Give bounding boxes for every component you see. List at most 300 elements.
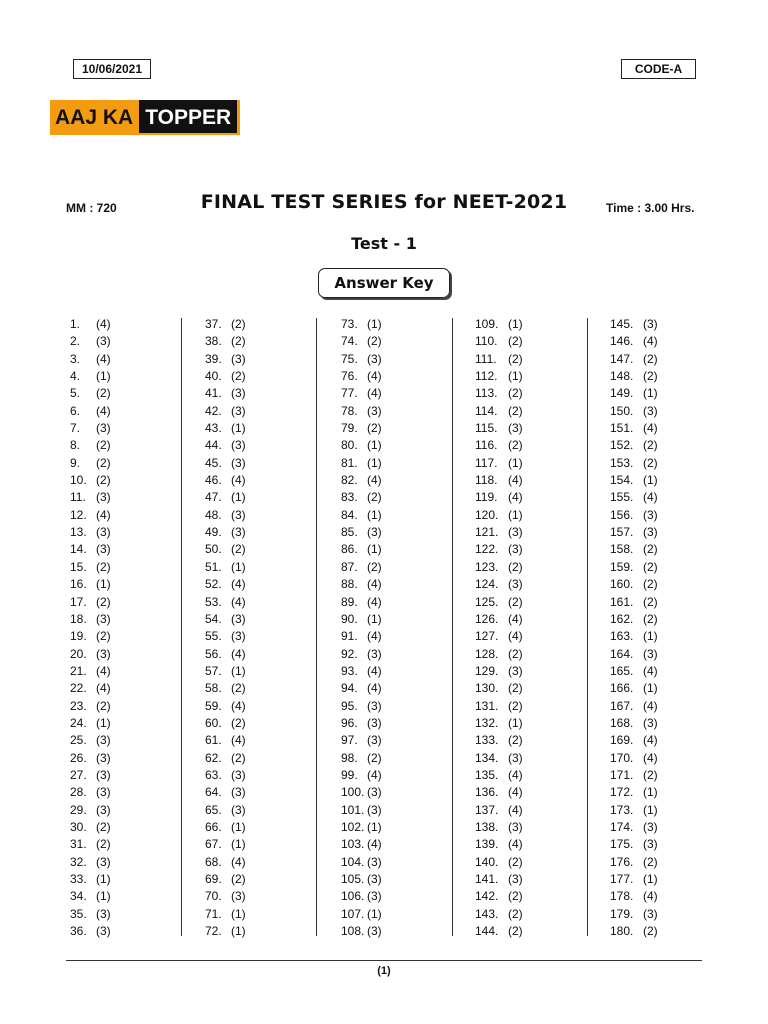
answer-option: (2) — [96, 386, 111, 401]
answer-row — [70, 923, 180, 940]
answer-option: (4) — [508, 785, 523, 800]
answer-row — [341, 368, 451, 385]
answer-row — [70, 420, 180, 437]
question-number: 169. — [610, 733, 634, 748]
answer-row — [70, 750, 180, 767]
answer-row — [610, 871, 720, 888]
answer-option: (3) — [508, 542, 523, 557]
answer-option: (2) — [508, 351, 523, 366]
question-number: 2. — [70, 334, 81, 349]
answer-row — [610, 576, 720, 593]
answer-row — [475, 802, 585, 819]
question-number: 90. — [341, 611, 358, 626]
answer-row — [610, 368, 720, 385]
question-number: 159. — [610, 559, 634, 574]
answer-option: (2) — [643, 369, 658, 384]
answer-row — [341, 732, 451, 749]
question-number: 81. — [341, 455, 358, 470]
logo-text-left: AAJ KA — [50, 100, 139, 135]
answer-option: (2) — [508, 854, 523, 869]
question-number: 15. — [70, 559, 87, 574]
answer-option: (1) — [231, 421, 246, 436]
answer-option: (3) — [96, 785, 111, 800]
answer-option: (4) — [643, 889, 658, 904]
answer-option: (4) — [643, 334, 658, 349]
answer-option: (1) — [367, 507, 382, 522]
answer-row — [610, 541, 720, 558]
answer-option: (2) — [367, 750, 382, 765]
answer-row — [610, 906, 720, 923]
answer-row — [70, 663, 180, 680]
question-number: 110. — [475, 334, 498, 349]
answer-row — [70, 541, 180, 558]
answer-row — [475, 767, 585, 784]
answer-row — [475, 594, 585, 611]
answer-option: (3) — [643, 646, 658, 661]
answer-row — [70, 559, 180, 576]
answer-option: (2) — [231, 317, 246, 331]
answer-row — [205, 784, 315, 801]
question-number: 20. — [70, 646, 87, 661]
question-number: 177. — [610, 872, 634, 886]
question-number: 148. — [610, 369, 634, 384]
answer-row — [475, 611, 585, 628]
answer-option: (3) — [367, 698, 382, 713]
answer-option: (3) — [96, 525, 111, 540]
answer-option: (2) — [231, 681, 246, 696]
question-number: 10. — [70, 473, 87, 488]
question-number: 124. — [475, 577, 499, 592]
answer-row — [205, 472, 315, 489]
answer-row — [205, 541, 315, 558]
answer-row — [341, 802, 451, 819]
question-number: 79. — [341, 421, 358, 436]
question-number: 142. — [475, 889, 499, 904]
question-number: 149. — [610, 386, 634, 401]
answer-row — [610, 455, 720, 472]
answer-option: (1) — [96, 715, 111, 730]
question-number: 45. — [205, 455, 222, 470]
answer-row — [341, 854, 451, 871]
answer-row — [475, 646, 585, 663]
answer-row — [475, 732, 585, 749]
answer-row — [475, 472, 585, 489]
answer-option: (4) — [367, 837, 382, 852]
answer-option: (2) — [508, 698, 523, 713]
question-number: 94. — [341, 681, 358, 696]
answer-row — [70, 680, 180, 697]
question-number: 113. — [475, 386, 498, 401]
answer-option: (1) — [96, 577, 111, 592]
question-number: 172. — [610, 785, 634, 800]
answer-option: (2) — [508, 334, 523, 349]
answer-row — [205, 663, 315, 680]
answer-row — [341, 611, 451, 628]
answer-option: (1) — [508, 455, 523, 470]
answer-option: (1) — [231, 924, 246, 939]
answer-row — [70, 854, 180, 871]
answer-row — [341, 750, 451, 767]
column-divider — [316, 318, 317, 936]
answer-option: (1) — [367, 542, 382, 557]
answer-option: (4) — [96, 317, 111, 331]
answer-row — [475, 316, 585, 333]
answer-option: (3) — [96, 750, 111, 765]
answer-option: (1) — [367, 317, 382, 331]
question-number: 131. — [475, 698, 499, 713]
question-number: 158. — [610, 542, 634, 557]
question-number: 77. — [341, 386, 358, 401]
answer-row — [475, 663, 585, 680]
answer-option: (4) — [508, 611, 523, 626]
answer-option: (2) — [643, 438, 658, 453]
answer-row — [341, 333, 451, 350]
answer-option: (3) — [643, 317, 658, 331]
question-number: 107. — [341, 906, 365, 921]
answer-row — [475, 559, 585, 576]
answer-option: (2) — [231, 750, 246, 765]
answer-option: (1) — [367, 455, 382, 470]
question-number: 115. — [475, 421, 498, 436]
question-number: 167. — [610, 698, 634, 713]
question-number: 136. — [475, 785, 499, 800]
answer-option: (3) — [96, 490, 111, 505]
answer-row — [610, 750, 720, 767]
question-number: 73. — [341, 317, 358, 331]
answer-row — [475, 437, 585, 454]
answer-option: (4) — [508, 473, 523, 488]
question-number: 27. — [70, 767, 87, 782]
answer-option: (3) — [643, 819, 658, 834]
answer-row — [341, 715, 451, 732]
question-number: 53. — [205, 594, 222, 609]
answer-option: (1) — [96, 872, 111, 886]
answer-option: (4) — [367, 594, 382, 609]
answer-option: (2) — [508, 559, 523, 574]
question-number: 19. — [70, 629, 87, 644]
answer-option: (3) — [367, 854, 382, 869]
question-number: 111. — [475, 351, 497, 366]
question-number: 86. — [341, 542, 358, 557]
answer-option: (3) — [367, 403, 382, 418]
question-number: 65. — [205, 802, 222, 817]
question-number: 178. — [610, 889, 634, 904]
answer-row — [341, 472, 451, 489]
question-number: 132. — [475, 715, 499, 730]
brand-logo — [50, 100, 240, 135]
answer-row — [205, 628, 315, 645]
answer-row — [70, 507, 180, 524]
answer-option: (1) — [643, 681, 658, 696]
question-number: 69. — [205, 872, 222, 886]
answer-option: (2) — [508, 386, 523, 401]
question-number: 91. — [341, 629, 358, 644]
question-number: 38. — [205, 334, 222, 349]
question-number: 30. — [70, 819, 87, 834]
answer-option: (2) — [231, 369, 246, 384]
answer-option: (3) — [231, 785, 246, 800]
question-number: 144. — [475, 924, 499, 939]
question-number: 164. — [610, 646, 634, 661]
question-number: 112. — [475, 369, 498, 384]
question-number: 121. — [475, 525, 499, 540]
answer-option: (2) — [643, 351, 658, 366]
answer-option: (3) — [231, 629, 246, 644]
question-number: 18. — [70, 611, 87, 626]
question-number: 64. — [205, 785, 222, 800]
question-number: 173. — [610, 802, 634, 817]
question-number: 8. — [70, 438, 81, 453]
column-divider — [452, 318, 453, 936]
answer-option: (2) — [508, 906, 523, 921]
question-number: 56. — [205, 646, 222, 661]
time-duration: Time : 3.00 Hrs. — [606, 201, 695, 215]
question-number: 57. — [205, 663, 222, 678]
question-number: 105. — [341, 872, 365, 886]
answer-row — [475, 698, 585, 715]
answer-row — [610, 611, 720, 628]
answer-row — [610, 767, 720, 784]
answer-row — [70, 472, 180, 489]
answer-option: (3) — [367, 802, 382, 817]
answer-row — [341, 680, 451, 697]
answer-row — [205, 489, 315, 506]
question-number: 31. — [70, 837, 87, 852]
question-number: 34. — [70, 889, 87, 904]
question-number: 84. — [341, 507, 358, 522]
question-number: 98. — [341, 750, 358, 765]
answer-row — [205, 455, 315, 472]
answer-option: (3) — [643, 715, 658, 730]
answer-option: (4) — [643, 698, 658, 713]
question-number: 71. — [205, 906, 222, 921]
answer-option: (1) — [231, 559, 246, 574]
answer-option: (3) — [96, 854, 111, 869]
answer-option: (4) — [508, 837, 523, 852]
answer-option: (3) — [643, 403, 658, 418]
question-number: 52. — [205, 577, 222, 592]
answer-option: (4) — [231, 854, 246, 869]
date-box: 10/06/2021 — [73, 59, 151, 79]
answer-option: (2) — [508, 403, 523, 418]
answer-column-5 — [610, 316, 720, 940]
answer-row — [475, 333, 585, 350]
answer-row — [205, 576, 315, 593]
answer-row — [341, 524, 451, 541]
question-number: 119. — [475, 490, 498, 505]
answer-option: (2) — [96, 698, 111, 713]
answer-row — [610, 628, 720, 645]
answer-row — [475, 368, 585, 385]
answer-option: (1) — [508, 507, 523, 522]
answer-option: (3) — [231, 802, 246, 817]
answer-row — [475, 888, 585, 905]
question-number: 43. — [205, 421, 222, 436]
question-number: 96. — [341, 715, 358, 730]
answer-option: (2) — [231, 542, 246, 557]
answer-option: (3) — [508, 819, 523, 834]
question-number: 39. — [205, 351, 222, 366]
answer-option: (4) — [367, 663, 382, 678]
question-number: 29. — [70, 802, 87, 817]
answer-option: (2) — [643, 767, 658, 782]
answer-option: (4) — [643, 421, 658, 436]
answer-option: (1) — [643, 785, 658, 800]
answer-row — [205, 802, 315, 819]
answer-row — [610, 472, 720, 489]
page-title: FINAL TEST SERIES for NEET-2021 — [200, 191, 568, 213]
question-number: 54. — [205, 611, 222, 626]
answer-row — [475, 524, 585, 541]
answer-row — [341, 888, 451, 905]
question-number: 126. — [475, 611, 499, 626]
answer-row — [610, 316, 720, 333]
answer-option: (4) — [643, 750, 658, 765]
answer-row — [341, 819, 451, 836]
footer-divider — [66, 960, 702, 961]
answer-row — [70, 646, 180, 663]
question-number: 74. — [341, 334, 358, 349]
question-number: 93. — [341, 663, 358, 678]
answer-option: (3) — [367, 351, 382, 366]
question-number: 23. — [70, 698, 87, 713]
answer-option: (3) — [508, 577, 523, 592]
answer-row — [475, 420, 585, 437]
question-number: 42. — [205, 403, 222, 418]
answer-option: (4) — [367, 473, 382, 488]
question-number: 118. — [475, 473, 498, 488]
question-number: 104. — [341, 854, 365, 869]
answer-option: (2) — [643, 577, 658, 592]
question-number: 89. — [341, 594, 358, 609]
question-number: 102. — [341, 819, 365, 834]
answer-row — [341, 646, 451, 663]
question-number: 58. — [205, 681, 222, 696]
question-number: 157. — [610, 525, 634, 540]
answer-row — [70, 368, 180, 385]
question-number: 70. — [205, 889, 222, 904]
question-number: 129. — [475, 663, 499, 678]
answer-row — [205, 750, 315, 767]
answer-option: (4) — [231, 594, 246, 609]
answer-row — [610, 351, 720, 368]
question-number: 106. — [341, 889, 365, 904]
answer-row — [475, 923, 585, 940]
answer-option: (2) — [643, 594, 658, 609]
answer-row — [341, 836, 451, 853]
question-number: 51. — [205, 559, 222, 574]
question-number: 100. — [341, 785, 365, 800]
answer-option: (2) — [231, 334, 246, 349]
answer-row — [70, 385, 180, 402]
question-number: 168. — [610, 715, 634, 730]
answer-option: (2) — [643, 611, 658, 626]
question-number: 5. — [70, 386, 81, 401]
answer-row — [475, 680, 585, 697]
answer-option: (4) — [367, 681, 382, 696]
answer-option: (2) — [508, 681, 523, 696]
answer-row — [610, 680, 720, 697]
answer-row — [205, 646, 315, 663]
answer-option: (2) — [96, 819, 111, 834]
question-number: 166. — [610, 681, 634, 696]
question-number: 82. — [341, 473, 358, 488]
question-number: 16. — [70, 577, 87, 592]
answer-option: (4) — [367, 767, 382, 782]
answer-option: (3) — [231, 455, 246, 470]
question-number: 161. — [610, 594, 634, 609]
answer-option: (3) — [367, 889, 382, 904]
answer-option: (2) — [508, 438, 523, 453]
answer-row — [610, 784, 720, 801]
answer-row — [341, 351, 451, 368]
answer-row — [610, 594, 720, 611]
question-number: 109. — [475, 317, 499, 331]
answer-option: (4) — [643, 490, 658, 505]
answer-option: (3) — [508, 663, 523, 678]
answer-option: (3) — [96, 802, 111, 817]
question-number: 143. — [475, 906, 499, 921]
question-number: 151. — [610, 421, 634, 436]
answer-row — [341, 403, 451, 420]
question-number: 17. — [70, 594, 87, 609]
question-number: 150. — [610, 403, 634, 418]
question-number: 147. — [610, 351, 634, 366]
answer-row — [205, 819, 315, 836]
answer-option: (2) — [367, 421, 382, 436]
answer-option: (3) — [231, 611, 246, 626]
answer-option: (4) — [367, 369, 382, 384]
answer-option: (1) — [643, 629, 658, 644]
answer-option: (4) — [508, 490, 523, 505]
answer-option: (1) — [231, 490, 246, 505]
answer-row — [205, 385, 315, 402]
answer-row — [475, 628, 585, 645]
question-number: 156. — [610, 507, 634, 522]
answer-row — [475, 784, 585, 801]
question-number: 1. — [70, 317, 81, 331]
question-number: 108. — [341, 924, 365, 939]
question-number: 37. — [205, 317, 222, 331]
question-number: 76. — [341, 369, 358, 384]
answer-option: (4) — [231, 733, 246, 748]
answer-row — [341, 385, 451, 402]
question-number: 146. — [610, 334, 634, 349]
answer-option: (2) — [96, 594, 111, 609]
answer-row — [610, 333, 720, 350]
answer-option: (3) — [96, 924, 111, 939]
answer-option: (2) — [367, 490, 382, 505]
column-divider — [181, 318, 182, 936]
answer-row — [341, 698, 451, 715]
question-number: 41. — [205, 386, 222, 401]
answer-option: (4) — [643, 663, 658, 678]
question-number: 75. — [341, 351, 358, 366]
answer-row — [205, 680, 315, 697]
answer-row — [475, 576, 585, 593]
question-number: 7. — [70, 421, 81, 436]
answer-row — [475, 351, 585, 368]
question-number: 35. — [70, 906, 87, 921]
answer-row — [610, 663, 720, 680]
answer-option: (4) — [96, 681, 111, 696]
answer-row — [70, 611, 180, 628]
answer-option: (1) — [231, 837, 246, 852]
answer-row — [70, 489, 180, 506]
answer-column-4 — [475, 316, 585, 940]
question-number: 127. — [475, 629, 499, 644]
answer-option: (2) — [231, 872, 246, 886]
